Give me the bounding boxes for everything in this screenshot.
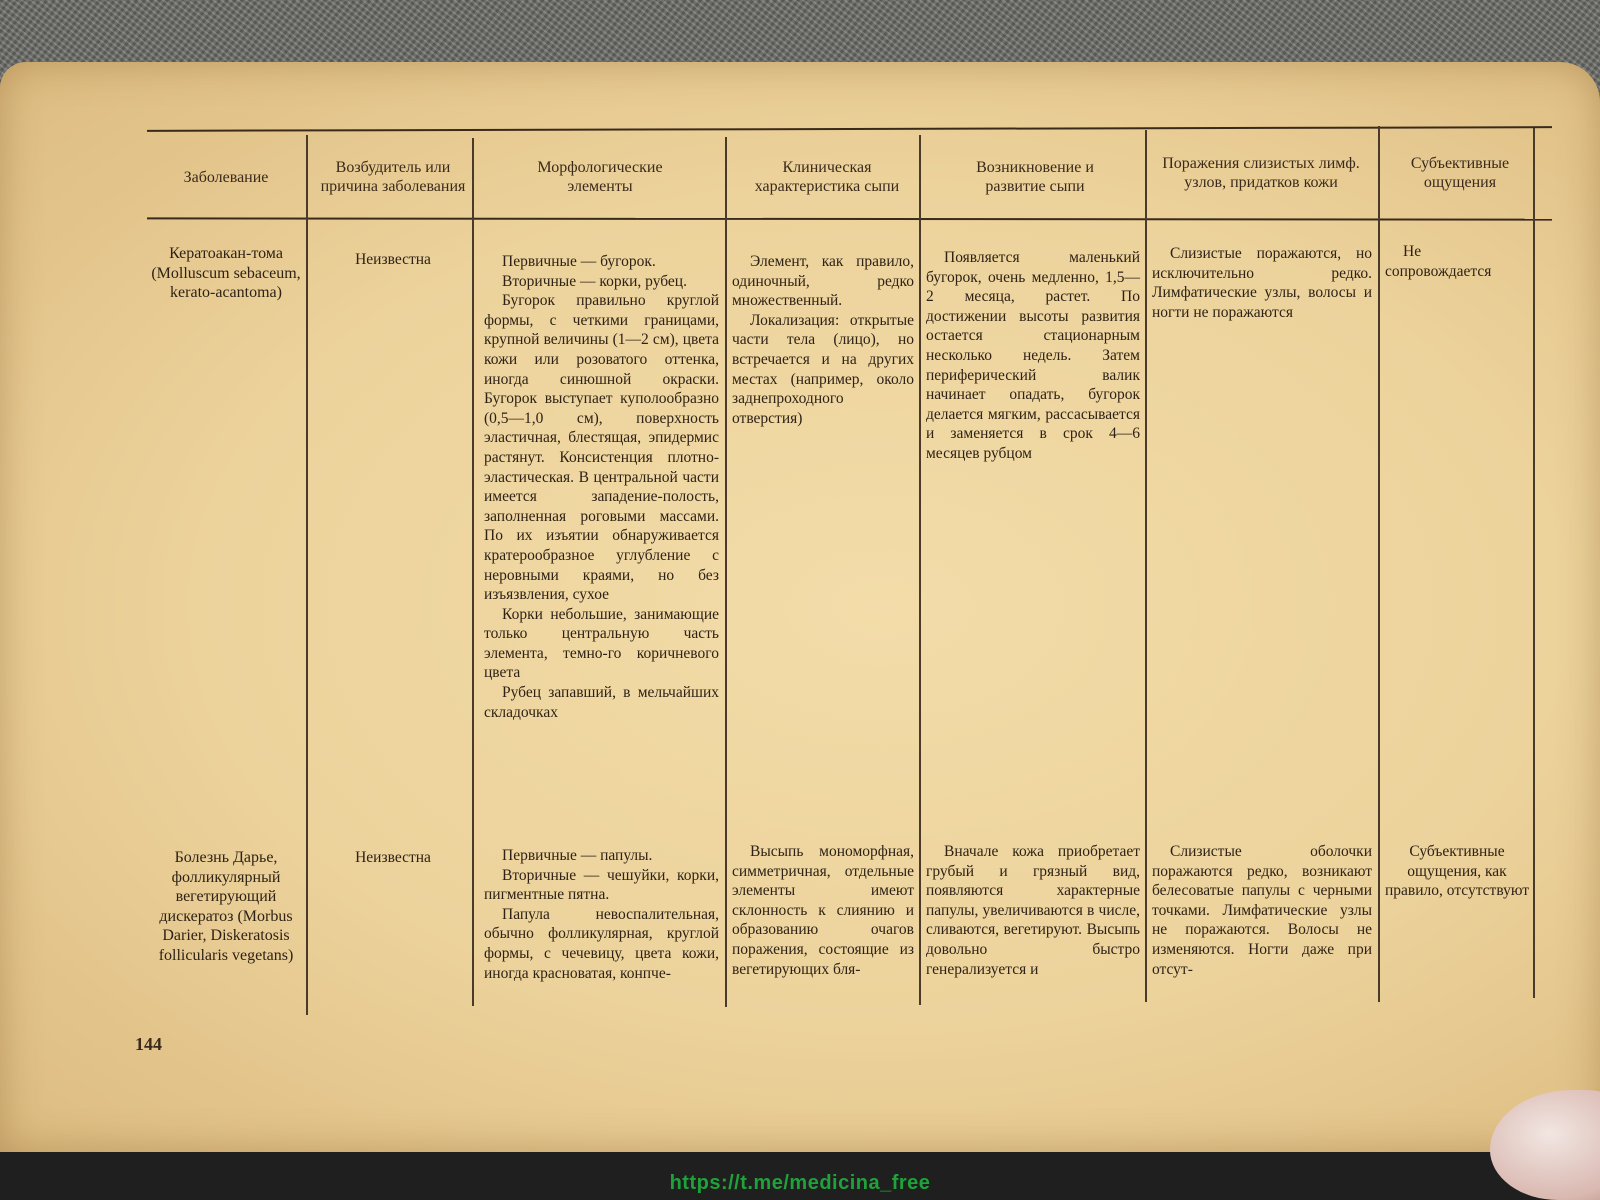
header-development: Возникновение и развитие сыпи bbox=[976, 159, 1094, 195]
row2-morphology-papule: Папула невоспалительная, обычно фолликулярная, круглой формы, с чечевицу, цвета кожи, иногда красноватая, конпче- bbox=[484, 905, 719, 982]
column-divider-3 bbox=[725, 137, 727, 1007]
row1-subjective bbox=[1385, 242, 1529, 281]
column-divider-2 bbox=[472, 138, 474, 1006]
row1-morphology-primary: Первичные — бугорок. bbox=[502, 253, 656, 270]
book-page bbox=[0, 62, 1600, 1152]
row1-subjective-text: Не сопровождается bbox=[1385, 243, 1492, 280]
row1-morphology-scar: Рубец запавший, в мельчайших складочках bbox=[484, 684, 719, 721]
page-number: 144 bbox=[135, 1034, 162, 1054]
column-divider-5 bbox=[1145, 130, 1147, 1002]
row2-morphology-secondary: Вторичные — чешуйки, корки, пигментные пятна. bbox=[484, 866, 719, 904]
row2-morphology bbox=[484, 846, 719, 983]
row1-mucosa-text: Слизистые поражаются, но исключительно редко. Лимфатические узлы, волосы и ногти не поражаются bbox=[1152, 245, 1372, 321]
header-morphology: Морфологические элементы bbox=[537, 159, 663, 195]
row1-development bbox=[926, 248, 1140, 464]
header-mucosa: Поражения слизистых лимф. узлов, придатков кожи bbox=[1162, 155, 1360, 191]
row1-mucosa bbox=[1152, 244, 1372, 322]
row2-subjective-text: Субъективные ощущения, как правило, отсутствуют bbox=[1385, 843, 1530, 900]
column-divider-4 bbox=[919, 135, 921, 1005]
row2-subjective bbox=[1385, 842, 1529, 901]
row2-clinical-text: Высыпь мономорфная, симметричная, отдельные элементы имеют склонность к слиянию и образованию очагов поражения, состоящие из вегетирующих бля- bbox=[732, 843, 914, 978]
row1-clinical-element: Элемент, как правило, одиночный, редко множественный. bbox=[732, 253, 914, 310]
header-subjective: Субъективные ощущения bbox=[1410, 155, 1510, 191]
row2-mucosa bbox=[1152, 842, 1372, 979]
row2-cause: Неизвестна bbox=[355, 849, 431, 866]
column-divider-7 bbox=[1533, 128, 1535, 998]
row2-development bbox=[926, 842, 1140, 979]
watermark-link[interactable]: https://t.me/medicina_free bbox=[669, 1172, 931, 1194]
row1-cause: Неизвестна bbox=[355, 251, 431, 268]
row2-mucosa-text: Слизистые оболочки поражаются редко, возникают белесоватые папулы с черными точками. Лимфатические узлы не поражаются. Волосы не изменяются. Ногти даже при отсут- bbox=[1152, 843, 1372, 978]
row1-development-text: Появляется маленький бугорок, очень медленно, 1,5—2 месяца, растет. По достижении высоты развития остается стационарным несколько недель. Затем периферический валик начинает опадать, бугорок делается мягким, рассасывается и заменяется в срок 4—6 месяцев рубцом bbox=[926, 249, 1140, 462]
column-divider-1 bbox=[306, 135, 308, 1015]
header-clinical: Клиническая характеристика сыпи bbox=[754, 159, 900, 195]
row2-clinical bbox=[732, 842, 914, 979]
row2-development-text: Вначале кожа приобретает грубый и грязный вид, появляются характерные папулы, увеличиваются в числе, сливаются, вегетируют. Высыпь довольно быстро генерализуется и bbox=[926, 843, 1140, 978]
row1-morphology bbox=[484, 252, 719, 722]
row1-morphology-crusts: Корки небольшие, занимающие только центральную часть элемента, темно-го коричневого цвета bbox=[484, 605, 719, 682]
row2-disease: Болезнь Дарье, фолликулярный вегетирующий дискератоз (Morbus Darier, Diskeratosis follicularis vegetans) bbox=[158, 849, 294, 964]
row1-disease: Кератоакан-тома (Molluscum sebaceum, kerato-acantoma) bbox=[151, 245, 301, 301]
row1-clinical bbox=[732, 252, 914, 428]
row1-morphology-nodule: Бугорок правильно круглой формы, с четкими границами, крупной величины (1—2 см), цвета кожи или розоватого оттенка, иногда синюшной окраски. Бугорок выступает куполообразно (0,5—1,0 см), поверхность эластичная, блестящая, эпидермис растянут. Консистенция плотно-эластическая. В центральной части имеется западение-полость, заполненная роговыми массами. По их изъятии обнаруживается кратерообразное углубление с неровными краями, но без изъязвления, сухое bbox=[484, 292, 719, 604]
row2-morphology-primary: Первичные — папулы. bbox=[502, 847, 653, 864]
row1-morphology-secondary: Вторичные — корки, рубец. bbox=[502, 272, 687, 290]
header-cause: Возбудитель или причина заболевания bbox=[320, 159, 466, 195]
row1-clinical-localization: Локализация: открытые части тела (лицо), но встречается и на других местах (например, около заднепроходного отверстия) bbox=[732, 311, 914, 427]
header-disease: Заболевание bbox=[183, 168, 269, 186]
column-divider-6 bbox=[1378, 126, 1380, 1002]
